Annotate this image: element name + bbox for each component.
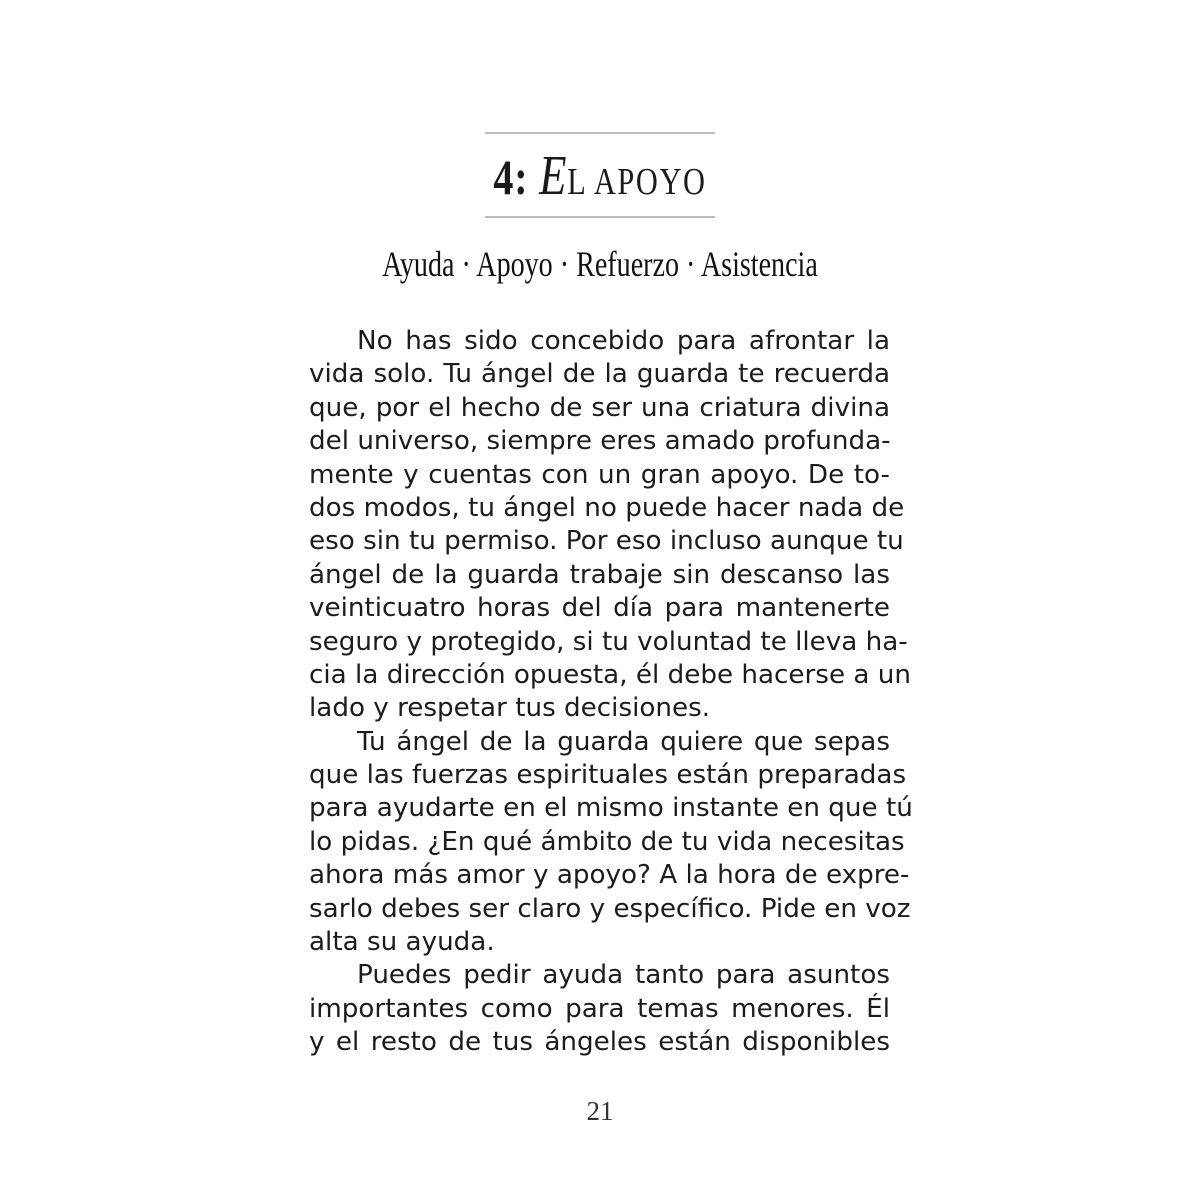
body-text [309, 325, 913, 1060]
paragraph-2-line: alta su ayuda. [309, 927, 495, 958]
paragraph-1-line: veinticuatro horas del día para mantenerte [309, 593, 890, 624]
paragraph-2-line: ahora más amor y apoyo? A la hora de expre- [309, 860, 910, 891]
paragraph-1-line: dos modos, tu ángel no puede hacer nada de [309, 492, 905, 523]
paragraph-1-line: cia la dirección opuesta, él debe hacerse a un [309, 659, 911, 690]
paragraph-1-line: vida solo. Tu ángel de la guarda te recuerda [309, 359, 890, 390]
paragraph-1-line: lado y respetar tus decisiones. [309, 693, 711, 724]
chapter-title-initial: E [539, 145, 568, 207]
chapter-number: 4: [493, 149, 529, 205]
page-number: 21 [586, 1096, 614, 1126]
paragraph-1-line: del universo, siempre eres amado profunda- [309, 426, 891, 457]
title-top-rule [485, 132, 715, 134]
paragraph-2-line: sarlo debes ser claro y específico. Pide en voz [309, 893, 911, 924]
paragraph-2-line: lo pidas. ¿En qué ámbito de tu vida necesitas [309, 826, 905, 857]
paragraph-2-line: Tu ángel de la guarda quiere que sepas [357, 726, 890, 757]
paragraph-1-line: eso sin tu permiso. Por eso incluso aunque tu [309, 526, 904, 557]
paragraph-1-line: ángel de la guarda trabaje sin descanso las [309, 559, 890, 590]
paragraph-1-line: No has sido concebido para afrontar la [357, 326, 890, 356]
paragraph-3-line: y el resto de tus ángeles están disponibles [309, 1027, 890, 1058]
paragraph-1-line: mente y cuentas con un gran apoyo. De to- [309, 459, 890, 490]
title-bottom-rule [485, 216, 715, 218]
paragraph-1-line: seguro y protegido, si tu voluntad te lleva ha- [309, 626, 908, 657]
paragraph-2-line: para ayudarte en el mismo instante en que tú [309, 793, 913, 824]
chapter-keywords: Ayuda · Apoyo · Refuerzo · Asistencia [382, 244, 818, 284]
chapter-title-rest: L APOYO [567, 161, 707, 203]
paragraph-3-line: Puedes pedir ayuda tanto para asuntos [357, 960, 890, 991]
chapter-title [360, 140, 840, 218]
paragraph-2-line: que las fuerzas espirituales están preparadas [309, 760, 907, 791]
paragraph-3-line: importantes como para temas menores. Él [309, 993, 890, 1024]
paragraph-1-line: que, por el hecho de ser una criatura divina [309, 392, 890, 423]
